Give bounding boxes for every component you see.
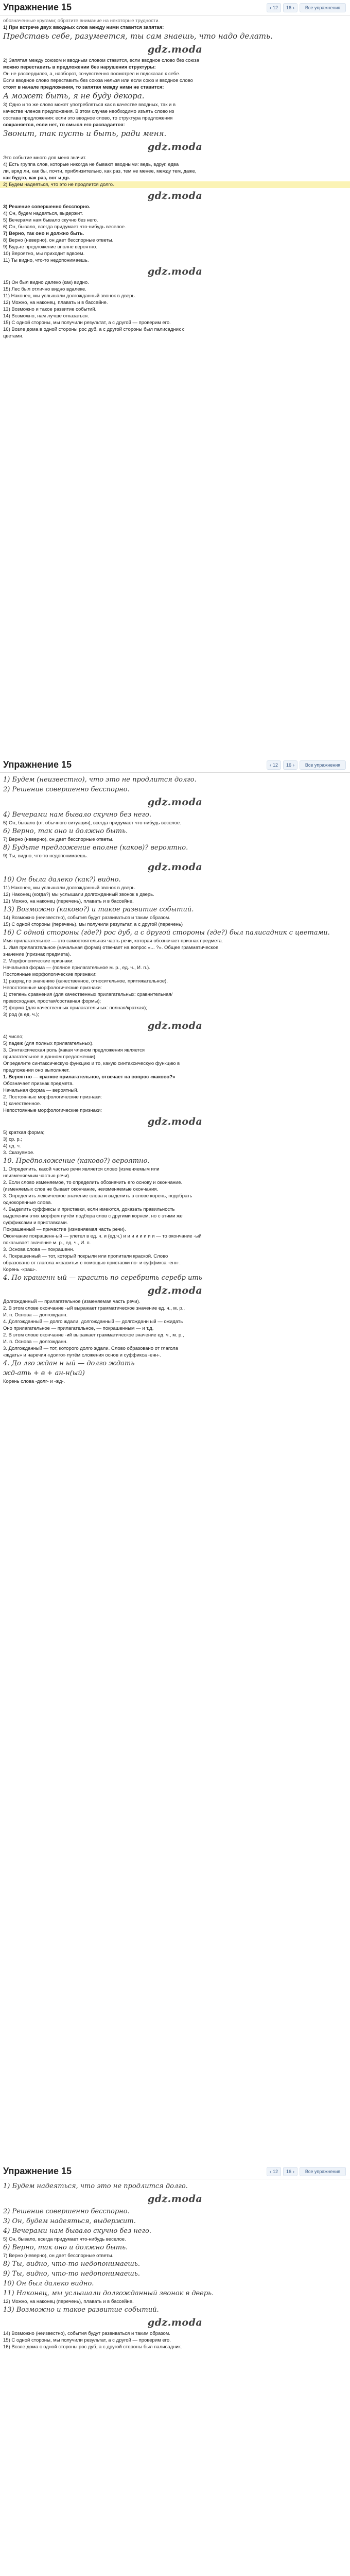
watermark-row [0,264,350,279]
solution-line: 15) С одной стороны (перечень), мы получили результат, а с другой (перечень) [3,922,183,927]
solution-line: 2. В этом слове окончание -ий выражает грамматическое значение ед. ч., м. р., [3,1332,184,1338]
solution-line: 4) число; [3,1034,24,1040]
solution-line: 4. По крашенн ый — красить по серебрить серебр ить [3,1274,202,1282]
exercise-title: Упражнение 15 [3,2,72,12]
solution-line: однокоренные слова. [3,1200,52,1206]
solution-line: сохраняется, если нет, то смысл его распадается: [3,122,125,128]
solution-line: И. п. Основа — долгожданн. [3,1339,68,1345]
solution-line: 7) Верно (неверно), он дает бесспорные ответы. [3,837,114,842]
solution-line: 12) Можно, на наконец (перечень), плавать и в бассейне. [3,2299,134,2304]
solution-line: 1. Вероятно — краткое прилагательное, отвечает на вопрос «каково?» [3,1074,176,1080]
solution-line: можно переставить в предложении без нарушения структуры: [3,64,156,70]
solution-line: 2) Будем надеяться, что это не продлится долго. [0,181,350,188]
all-exercises-button-label: Все упражнения [305,5,341,10]
prev-exercise-button-label: 12 [272,2168,278,2174]
solution-line: 8) Ты, видно, что-то недопонимаешь. [3,2260,140,2268]
watermark-row [0,42,350,57]
solution-line: 12) Наконец (когда?) мы услышали долгожданный звонок в дверь. [3,892,154,897]
solution-line: 15) Он был видно далеко (как) видно. [3,280,89,285]
solution-line: Покрашенный — причастие (изменяемая часть речи). [3,1227,126,1232]
solution-line: Начальная форма — вероятный. [3,1088,79,1093]
prev-exercise-button[interactable] [267,760,281,770]
section-header [0,0,350,15]
solution-body [0,773,350,1385]
solution-line: 5) краткая форма; [3,1130,45,1136]
watermark-row [0,1114,350,1129]
solution-line: 16) Возле дома с одной стороны рос дуб, а с другой стороны был палисадник. [3,2344,182,2350]
solution-line: Непостоянные морфологические признаки: [3,985,102,991]
solution-line: 4) Есть группа слов, которые никогда не бывают вводными: ведь, вдруг, едва [3,162,179,167]
solution-line: Представь себе, разумеется, ты сам знаешь, что надо делать. [3,31,273,41]
solution-line: 3. Определить лексическое значение слова и выделить в слове корень, подобрать [3,1193,192,1199]
solution-line: жд-ать + в + ан-н(ый) [3,1369,85,1377]
solution-line: 15) С одной стороны, мы получили результат, а с другой — проверим его. [3,2337,171,2343]
solution-line: 12) Можно, на наконец (перечень), плавать и в бассейне. [3,899,134,904]
solution-line: 2) Запятая между союзом и вводным словом ставится, если вводное слово без союза [3,58,200,63]
solution-line: 8) Верно (неверно), он дает бесспорные ответы. [3,238,114,243]
watermark: gdz.moda [147,141,203,152]
exercise-title: Упражнение 15 [3,759,72,770]
solution-body [0,15,350,340]
solution-line: значение (признак предмета). [3,952,71,957]
solution-line: 5) Вечерами нам бывало скучно без него. [3,217,98,223]
exercise-section [0,2164,350,2576]
chevron-right-icon: › [293,2168,294,2174]
next-exercise-button[interactable] [283,2167,297,2176]
watermark: gdz.moda [147,2317,203,2328]
solution-line: выделения этих морфем путём подбора слов с другими корнем, но с этими же [3,1213,183,1219]
solution-line: 4. До лго ждан н ый — долго ждать [3,1360,135,1367]
watermark: gdz.moda [147,1020,203,1031]
next-exercise-button-label: 16 [286,762,291,768]
solution-line: Непостоянные морфологические признаки: [3,1108,102,1113]
solution-line: 1) степень сравнения (для качественных прилагательных: сравнительная/ [3,992,173,997]
solution-line: 3. Синтаксическая роль (какая членом предложения является [3,1047,145,1053]
all-exercises-button[interactable] [300,2167,346,2176]
next-exercise-button[interactable] [283,3,297,12]
solution-line: 4. Долгожданный — долго ждали, долгожданный — долгожданн ый — ожидать [3,1319,183,1325]
solution-line: Оно прилагательное — прилагательное, — покрашенным — и т.д. [3,1326,154,1331]
solution-line: 4) Он, будем надеяться, выдержит. [3,211,83,216]
solution-line: Обозначает признак предмета. [3,1081,74,1087]
solution-line: стоят в начале предложения, то запятая между ними не ставится: [3,84,164,90]
solution-line: 2) форма (для качественных прилагательных: полная/краткая); [3,1005,147,1011]
watermark: gdz.moda [147,1116,203,1127]
solution-line: Определите синтаксическую функцию и то, какую синтаксическую функцию в [3,1061,180,1066]
solution-line: 5) Он, бывало (от. обычного ситуация), всегда придумает что-нибудь веселое. [3,820,181,826]
solution-line: 10) Он был далеко видно. [3,2280,94,2287]
solution-line: 2. Постоянные морфологические признаки: [3,1094,102,1100]
all-exercises-button[interactable] [300,760,346,770]
solution-line: превосходная, простая/составная формы); [3,998,101,1004]
solution-line: 13) Возможно (каково?) и такое развитие событий. [3,906,194,913]
solution-line: Если вводное слово переставить без союза нельзя или если союз и вводное слово [3,78,193,83]
solution-line: 1) Будем надеяться, что это не продлится долго. [3,2182,188,2190]
solution-line: 11) Наконец, мы услышали долгожданный звонок в дверь. [3,885,136,891]
solution-line: 1) Будем (неизвестно), что это не продлится долго. [3,776,197,784]
section-header [0,757,350,773]
solution-line: Долгожданный — прилагательное (изменяемая часть речи). [3,1299,141,1304]
solution-line: Он не рассердился, а, наоборот, сочувственно посмотрел и подсказал к себе. [3,71,181,77]
prev-exercise-button[interactable] [267,3,281,12]
solution-line: Корень -краш-. [3,1267,37,1273]
chevron-left-icon: ‹ [269,762,271,768]
solution-line: 4. Покрашенный — тот, который покрыли или пропитали краской. Слово [3,1253,168,1259]
solution-line: (изменяемых слов не бывает окончание, неизменяемые окончания. [3,1187,159,1192]
solution-line: суффиксами и приставками. [3,1220,68,1226]
watermark: gdz.moda [147,190,203,201]
solution-line: образовано от глагола «красить» с помощью приставки по- и суффикса -енн-. [3,1260,181,1266]
solution-line: А может быть, я не буду декора. [3,91,145,100]
exercise-section [0,757,350,2164]
solution-line: предложении оно выполняет. [3,1067,70,1073]
solution-line: 3) Одно и то же слово может употребляться как в качестве вводных, так и в [3,102,176,108]
exercise-title: Упражнение 15 [3,2166,72,2176]
watermark-row [0,139,350,155]
solution-line: ли, вряд ли, как бы, почти, приблизительно, как раз, тем не менее, между тем, даже, [3,168,197,174]
solution-line: 9) Ты, видно, что-то недопонимаешь. [3,853,88,859]
solution-line: 13) Возможно и такое развитие событий. [3,307,97,312]
solution-line: 1) качественное. [3,1101,41,1107]
watermark: gdz.moda [147,796,203,808]
solution-line: 1) разряд по значению (качественное, относительное, притяжательное). [3,978,168,984]
watermark-row [0,859,350,875]
solution-line: Имя прилагательное — это самостоятельная часть речи, которая обозначает признак предмета. [3,938,223,944]
solution-line: цветами. [3,333,24,339]
watermark: gdz.moda [147,861,203,873]
solution-line: как будто, как раз, вот и др. [3,175,71,181]
solution-line: 14) Возможно (неизвестно), события будут развиваться и таким образом. [3,915,170,921]
solution-line: 14) Возможно (неизвестно), события будут развиваться и таким образом. [3,2331,170,2336]
chevron-left-icon: ‹ [269,5,271,10]
solution-line: качестве членов предложения. В этом случае необходимо изъять слово из [3,109,174,114]
solution-line: Постоянные морфологические признаки: [3,972,97,977]
solution-line: 5) Он, бывало, всегда придумает что-нибудь веселое. [3,2236,126,2242]
solution-line: 11) Ты видно, что-то недопонимаешь. [3,258,89,263]
solution-line: 15) Лес был отлично видно вдалеке. [3,286,86,292]
solution-line: состава предложения: если это вводное слово, то структура предложения [3,115,173,121]
solution-line: 8) Будьте предложение вполне (каков)? вероятно. [3,844,188,852]
watermark: gdz.moda [147,266,203,277]
solution-line: 7) Верно, так оно и должно быть. [3,231,84,236]
solution-line: Корень слова -долг- и -жд-. [3,1379,65,1384]
solution-line: 15) С одной стороны, мы получили результат, а с другой — проверим его. [3,320,171,326]
solution-line: 3) Он, будем надеяться, выдержит. [3,2217,136,2225]
watermark-row [0,1283,350,1298]
solution-line: 16) Возле дома в одной стороны рос дуб, а с другой стороны был палисадник с [3,327,185,332]
exercise-pager [267,3,346,12]
solution-line: 13) Возможно и такое развитие событий. [3,2306,159,2314]
solution-line: 1. Определить, какой частью речи является слово (изменяемым или [3,1166,160,1172]
solution-line: 3. Основа слова — покрашенн. [3,1247,74,1252]
solution-line: неизменяемым частью речи). [3,1173,71,1179]
prev-exercise-button-label: 12 [272,5,278,10]
next-exercise-button[interactable] [283,760,297,770]
all-exercises-button-label: Все упражнения [305,762,341,768]
solution-line: 3) род (в ед. ч.); [3,1012,39,1018]
solution-line: 2. Морфологические признаки: [3,958,74,964]
solution-line: Окончание покрашенн-ый — улетел в ед. ч. и (ед.ч.) и и и и и и и и — то окончание -ый [3,1233,202,1239]
exercise-pager [267,760,346,770]
solution-line: 4) ед. ч. [3,1143,21,1149]
solution-line: 3) Решение совершенно бесспорно. [3,204,91,210]
next-exercise-button-label: 16 [286,5,291,10]
all-exercises-button-label: Все упражнения [305,2168,341,2174]
solution-line: Начальная форма — (полное прилагательное м. р., ед. ч., И. п.). [3,965,150,971]
solution-line: 2. В этом слове окончание -ый выражает грамматическое значение ед. ч., м. р., [3,1306,185,1311]
chevron-right-icon: › [293,5,294,10]
solution-line: «ждать» и наречия «долго» путём сложения основ и суффикса -енн-. [3,1352,161,1358]
solution-line: 2. Если слово изменяемое, то определить обозначить его основу и окончание. [3,1180,183,1185]
solution-line: И. п. Основа — долгожданн. [3,1312,68,1318]
solution-line: обозначенные кругами; обратите внимание на некоторые трудности. [3,18,160,24]
watermark-row [0,794,350,810]
watermark-row [0,2315,350,2330]
exercise-section [0,0,350,757]
all-exercises-button[interactable] [300,3,346,12]
section-header [0,2164,350,2179]
solution-line: 4) Вечерами нам бывало скучно без него. [3,811,151,819]
solution-line: 6) Верно, так оно и должно быть. [3,827,128,835]
chevron-right-icon: › [293,762,294,768]
solution-line: 10. Предположение (каково?) вероятно. [3,1157,150,1165]
watermark: gdz.moda [147,1285,203,1296]
solution-line: 11) Наконец, мы услышали долгожданный звонок в дверь. [3,293,136,299]
solution-line: 9) Ты, видно, что-то недопонимаешь. [3,2270,140,2278]
solution-line: 2) Решение совершенно бесспорно. [3,2208,130,2215]
prev-exercise-button-label: 12 [272,762,278,768]
next-exercise-button-label: 16 [286,2168,291,2174]
solution-line: 11) Наконец, мы услышали долгожданный звонок в дверь. [3,2290,214,2297]
solution-line: 6) Верно, так оно и должно быть. [3,2244,128,2251]
chevron-left-icon: ‹ [269,2168,271,2174]
solution-line: 10) Он была далеко (как?) видно. [3,876,121,884]
solution-line: прилагательное в данном предложении). [3,1054,97,1060]
solution-line: 16) С одной стороны (где?) рос дуб, а с другой стороны (где?) был палисадник с цветами. [3,929,330,937]
solution-line: 1) При встрече двух вводных слов между ними ставится запятая: [3,25,164,30]
solution-line: 6) Он, бывало, всегда придумает что-нибудь веселое. [3,224,126,230]
solution-line: 3. Сказуемое. [3,1150,34,1156]
watermark-row [0,2191,350,2207]
watermark-row [0,188,350,204]
solution-line: 7) Верно (неверно), он дает бесспорные ответы. [3,2253,114,2259]
solution-line: 4) Вечерами нам бывало скучно без него. [3,2227,151,2235]
solution-line: 9) Будьте предложение вполне вероятно. [3,244,97,250]
solution-line: Звонит, так пусть и быть, ради меня. [3,129,167,138]
solution-line: показывает значение м. р., ед. ч., И. п. [3,1240,91,1246]
watermark: gdz.moda [147,2193,203,2205]
prev-exercise-button[interactable] [267,2167,281,2176]
solution-line: 2) Решение совершенно бесспорно. [3,786,130,793]
solution-line: 12) Можно, на наконец, плавать и в бассейне. [3,300,108,306]
solution-line: 4. Выделить суффиксы и приставки, если имеются, доказать правильность [3,1207,175,1212]
exercise-pager [267,2167,346,2176]
solution-line: Это событие много для меня значит. [3,155,86,161]
solution-line: 14) Возможно, нам лучше отказаться. [3,313,89,319]
solution-line: 10) Вероятно, мы приходит вдвоём. [3,251,85,257]
solution-line: 5) падеж (для полных прилагательных). [3,1041,94,1046]
solution-body [0,2179,350,2350]
watermark: gdz.moda [147,44,203,55]
solution-line: 3. Долгожданный — тот, которого долго ждали. Слово образовано от глагола [3,1346,178,1351]
solution-line: 1. Имя прилагательное (начальная форма) отвечает на вопрос «... ?». Общее грамматическое [3,945,219,951]
watermark-row [0,1018,350,1033]
solution-line: 3) ср. р.; [3,1137,22,1142]
